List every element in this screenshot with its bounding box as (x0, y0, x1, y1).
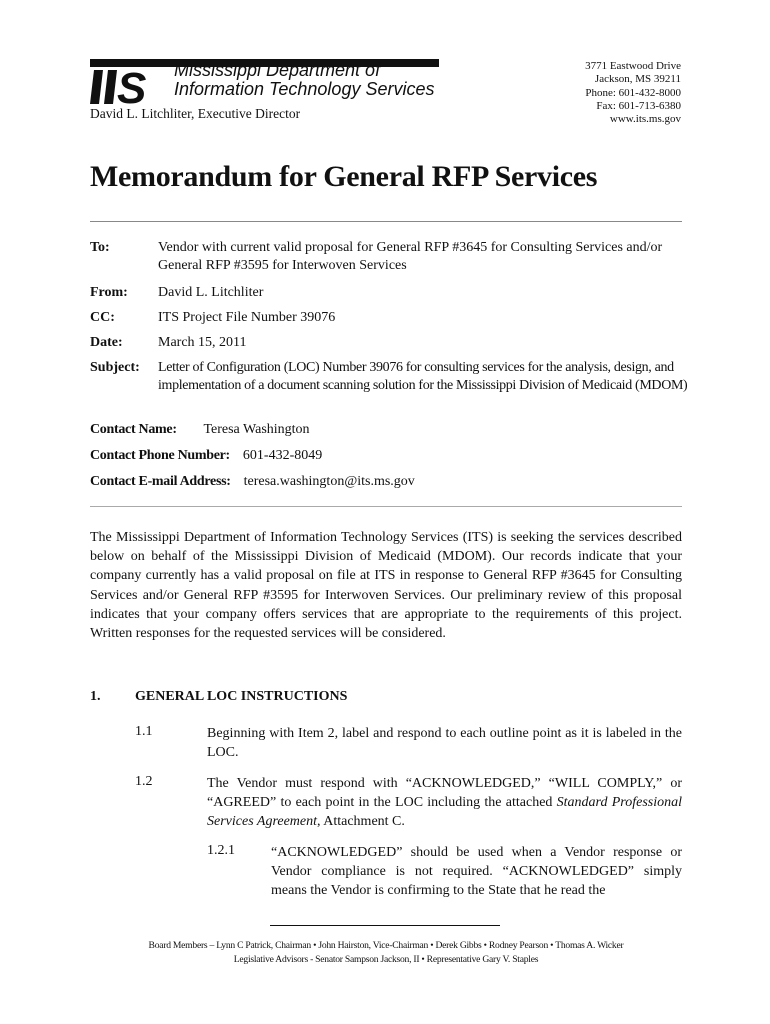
address-website: www.its.ms.gov (609, 113, 681, 126)
section-1-title: GENERAL LOC INSTRUCTIONS (135, 689, 348, 704)
footer-divider (270, 925, 500, 926)
from-value: David L. Litchliter (158, 285, 264, 300)
item-1-1-text: Beginning with Item 2, label and respond to each outline point as it is labeled in the LOC. (207, 726, 682, 761)
from-label: From: (90, 285, 128, 300)
to-value: Vendor with current valid proposal for General RFP #3645 for Consulting Services and/or General RFP #3595 for Interwoven Services (158, 240, 663, 273)
title-divider (90, 221, 682, 222)
intro-paragraph: The Mississippi Department of Information Technology Services (ITS) is seeking the services described below on behalf of the Mississippi Division of Medicaid (MDOM). Our records indicate that your company currently has a valid proposal on file at ITS in response to General RFP #3645 for Consulting Services and/or General RFP #3595 for Interwoven Services. Our preliminary review of this proposal indicates that your company offers services that are appropriate to the requirements of this project. Written responses for the requested services will be considered. (90, 530, 682, 642)
subject-value: Letter of Configuration (LOC) Number 39076 for consulting services for the analysis, design, and implementation of a document scanning solution for the Mississippi Division of Medicaid (MDOM) (158, 360, 688, 393)
subject-label: Subject: (90, 360, 140, 375)
cc-label: CC: (90, 310, 115, 325)
item-1-2-number: 1.2 (135, 774, 153, 789)
to-label: To: (90, 240, 110, 255)
contact-name-label: Contact Name: (90, 422, 177, 437)
contact-email-row (90, 473, 415, 491)
date-label: Date: (90, 335, 123, 350)
contact-divider (90, 506, 682, 507)
contact-name-row (90, 421, 310, 439)
memo-title: Memorandum for General RFP Services (90, 160, 598, 193)
contact-phone-value: 601-432-8049 (242, 448, 323, 463)
item-1-1-number: 1.1 (135, 724, 153, 739)
executive-director: David L. Litchliter, Executive Director (90, 106, 301, 121)
contact-phone-label: Contact Phone Number: (90, 448, 230, 463)
contact-email-value: teresa.washington@its.ms.gov (243, 474, 415, 489)
department-line-1: Mississippi Department of (174, 60, 381, 80)
address-fax: Fax: 601-713-6380 (596, 99, 681, 112)
department-line-2: Information Technology Services (174, 79, 435, 99)
item-1-2-text (207, 774, 682, 832)
address-street: 3771 Eastwood Drive (585, 60, 681, 72)
item-1-2-text-b: , Attachment C. (317, 814, 405, 830)
address-phone: Phone: 601-432-8000 (585, 86, 681, 99)
item-1-2-1-text: “ACKNOWLEDGED” should be used when a Vendor response or Vendor compliance is not required. “ACKNOWLEDGED” simply means the Vendor is confirming to the State that he read the (271, 845, 682, 899)
cc-value: ITS Project File Number 39076 (158, 310, 336, 325)
section-1-number: 1. (90, 689, 101, 704)
item-1-2-1-number: 1.2.1 (207, 843, 235, 858)
contact-phone-row (90, 447, 322, 465)
footer-legislative-advisors: Legislative Advisors - Senator Sampson Jackson, II • Representative Gary V. Staples (233, 954, 539, 965)
department-name (174, 61, 434, 99)
contact-name-value: Teresa Washington (203, 422, 310, 437)
address-block (585, 60, 681, 126)
its-logo (90, 60, 168, 104)
contact-email-label: Contact E-mail Address: (90, 474, 231, 489)
item-1-2-agreement-title: Standard Professional Services Agreement (207, 795, 683, 830)
address-city: Jackson, MS 39211 (594, 73, 681, 86)
its-logo-s: S (117, 64, 147, 104)
footer-board-members: Board Members – Lynn C Patrick, Chairman • John Hairston, Vice-Chairman • Derek Gibbs • Rodney Pearson • Thomas A. Wicker (148, 940, 624, 951)
item-1-2-text-a: The Vendor must respond with “ACKNOWLEDGED,” “WILL COMPLY,” or “AGREED” to each point in the LOC including the attached (207, 776, 682, 811)
date-value: March 15, 2011 (158, 335, 247, 350)
